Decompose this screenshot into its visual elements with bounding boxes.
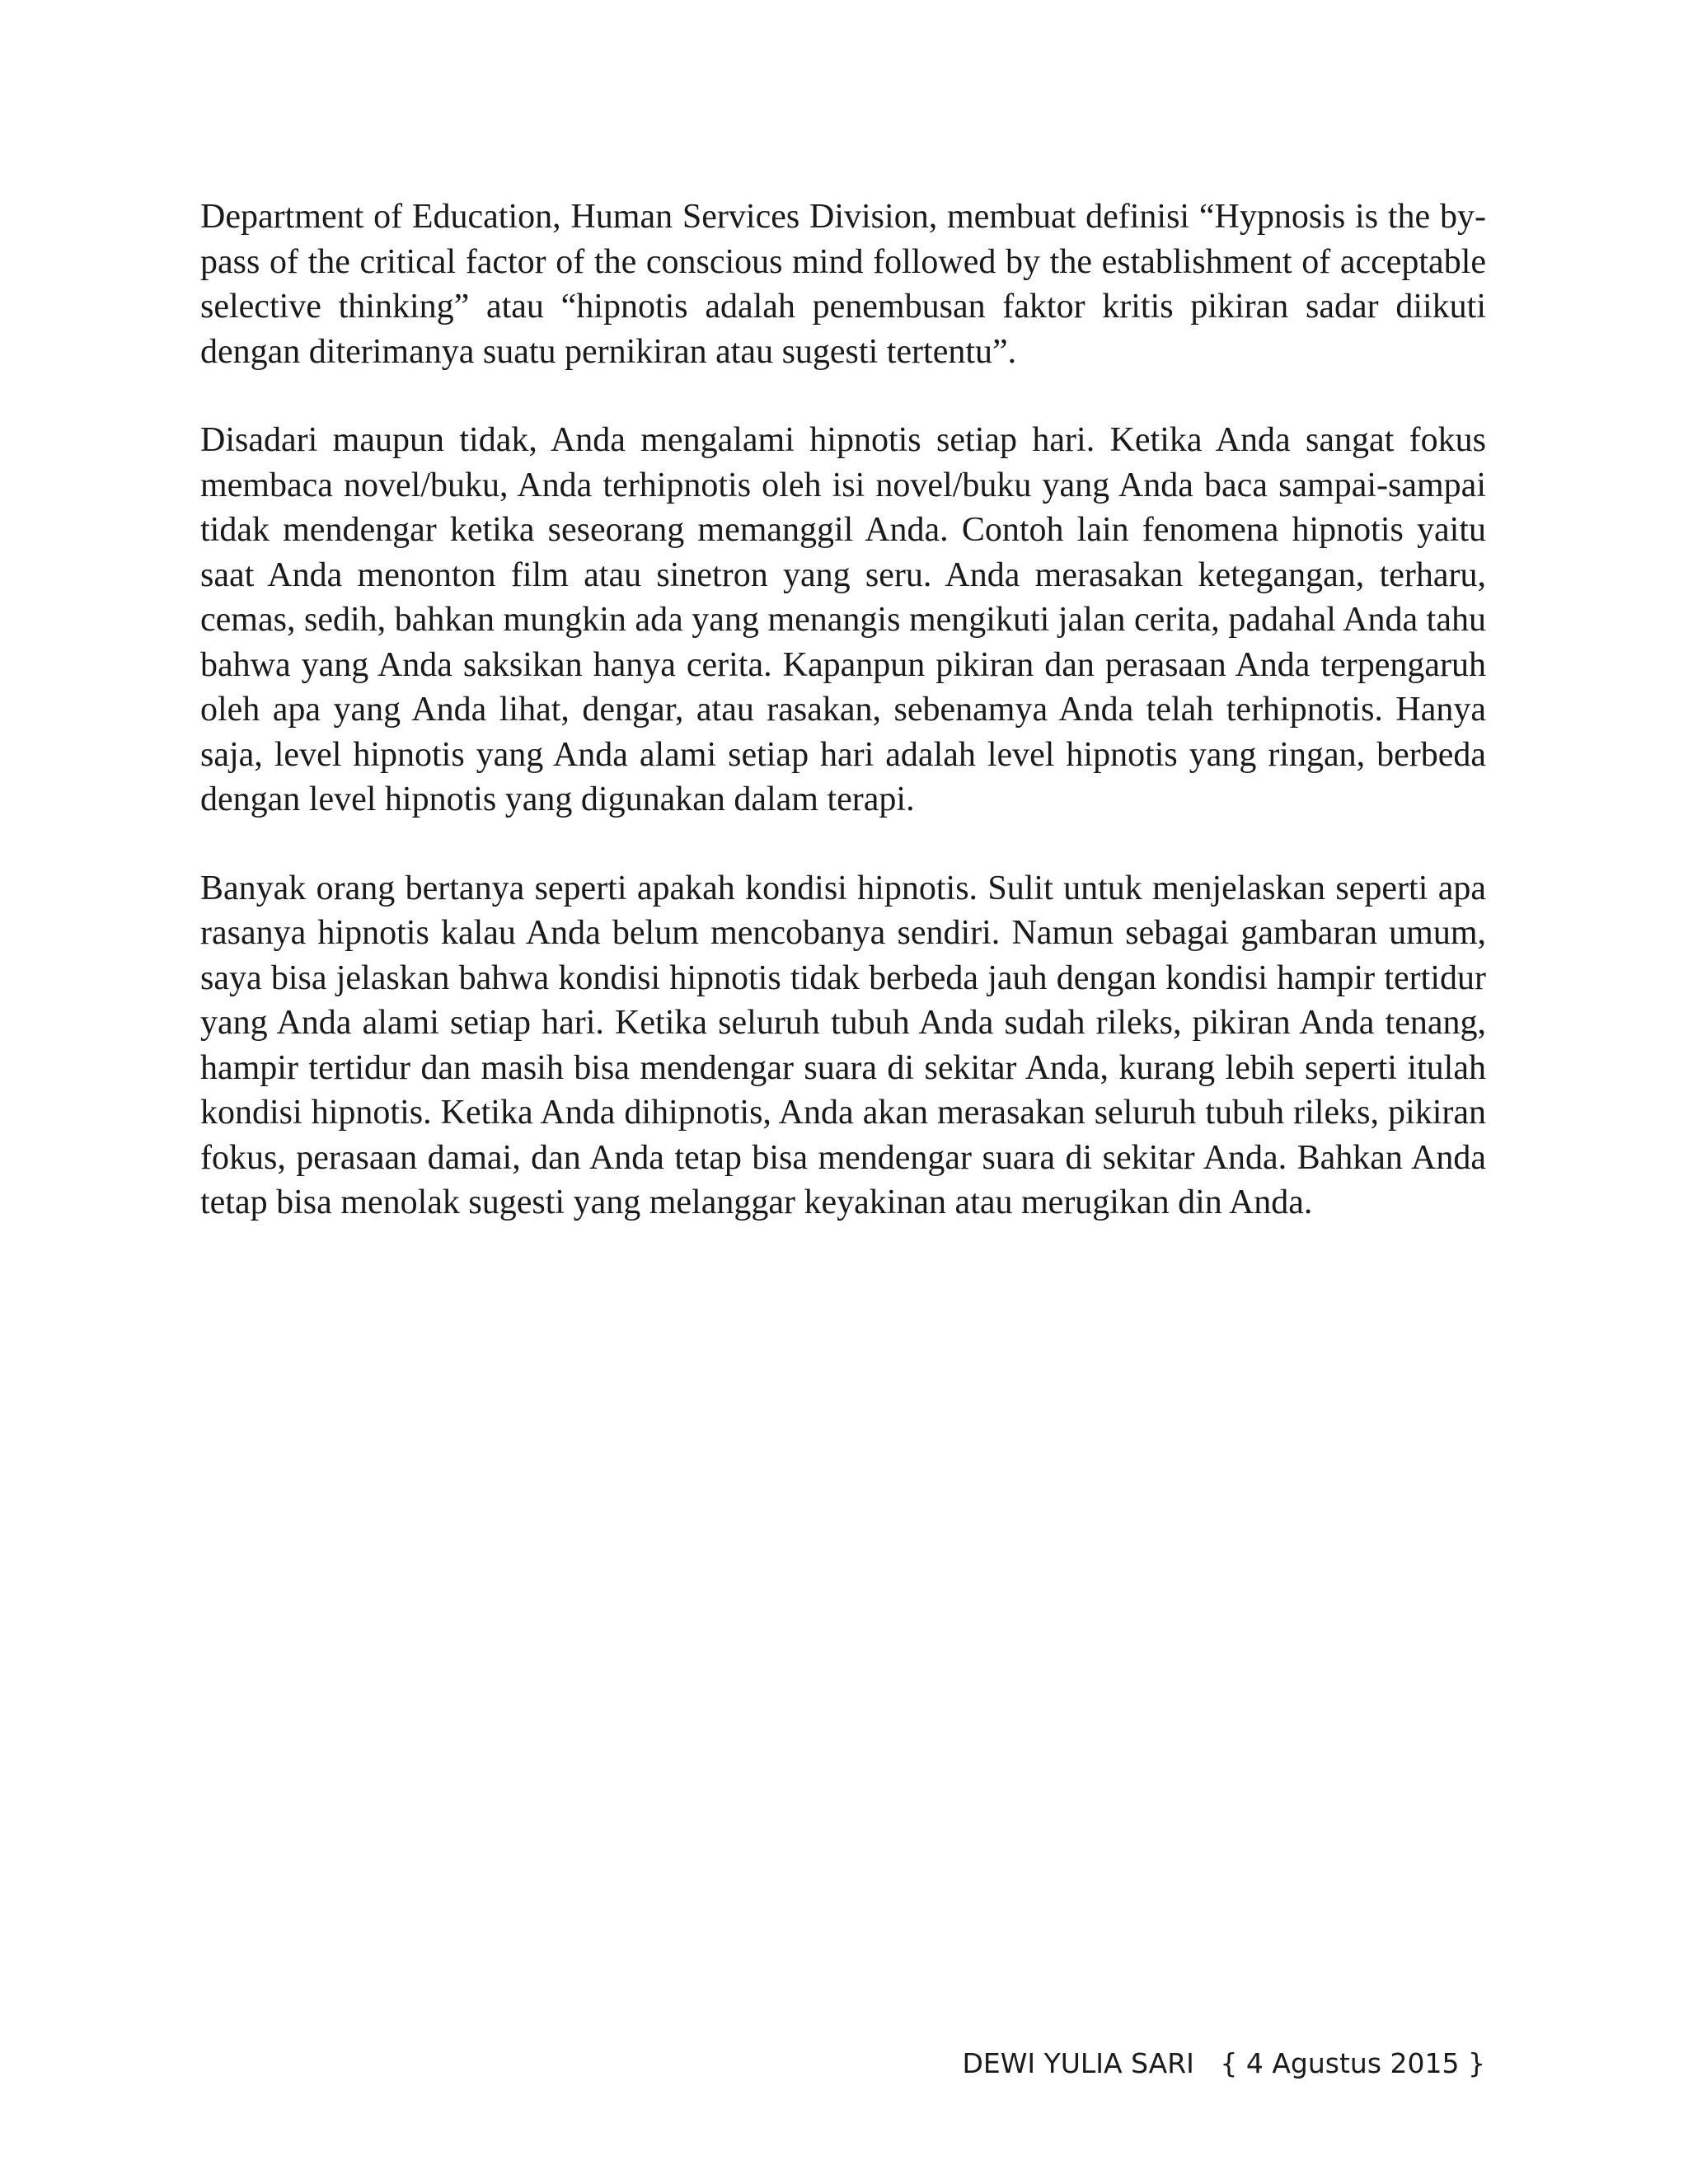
paragraph-1: Department of Education, Human Services Division, membuat definisi “Hypnosis is the by-pass of the critical factor of the conscious mind followed by the establishment of acceptable selective thinking” atau “hipnotis adalah penembusan faktor kritis pikiran sadar diikuti dengan diterimanya suatu pernikiran atau sugesti tertentu”. <box>200 198 1486 371</box>
document-body <box>200 194 1486 1269</box>
paragraph-2: Disadari maupun tidak, Anda mengalami hipnotis setiap hari. Ketika Anda sangat fokus membaca novel/buku, Anda terhipnotis oleh isi novel/buku yang Anda baca sampai-sampai tidak mendengar ketika seseorang memanggil Anda. Contoh lain fenomena hipnotis yaitu saat Anda menonton film atau sinetron yang seru. Anda merasakan ketegangan, terharu, cemas, sedih, bahkan mungkin ada yang menangis mengikuti jalan cerita, padahal Anda tahu bahwa yang Anda saksikan hanya cerita. Kapanpun pikiran dan perasaan Anda terpengaruh oleh apa yang Anda lihat, dengar, atau rasakan, sebenamya Anda telah terhipnotis. Hanya saja, level hipnotis yang Anda alami setiap hari adalah level hipnotis yang ringan, berbeda dengan level hipnotis yang digunakan dalam terapi. <box>200 421 1486 818</box>
footer-date: { 4 Agustus 2015 } <box>1220 2047 1485 2079</box>
paragraph-3: Banyak orang bertanya seperti apakah kondisi hipnotis. Sulit untuk menjelaskan seperti apa rasanya hipnotis kalau Anda belum mencobanya sendiri. Namun sebagai gambaran umum, saya bisa jelaskan bahwa kondisi hipnotis tidak berbeda jauh dengan kondisi hampir tertidur yang Anda alami setiap hari. Ketika seluruh tubuh Anda sudah rileks, pikiran Anda tenang, hampir tertidur dan masih bisa mendengar suara di sekitar Anda, kurang lebih seperti itulah kondisi hipnotis. Ketika Anda dihipnotis, Anda akan merasakan seluruh tubuh rileks, pikiran fokus, perasaan damai, dan Anda tetap bisa mendengar suara di sekitar Anda. Bahkan Anda tetap bisa menolak sugesti yang melanggar keyakinan atau merugikan din Anda. <box>200 869 1486 1221</box>
footer-author: DEWI YULIA SARI <box>962 2047 1194 2079</box>
page-footer <box>963 2047 1486 2080</box>
